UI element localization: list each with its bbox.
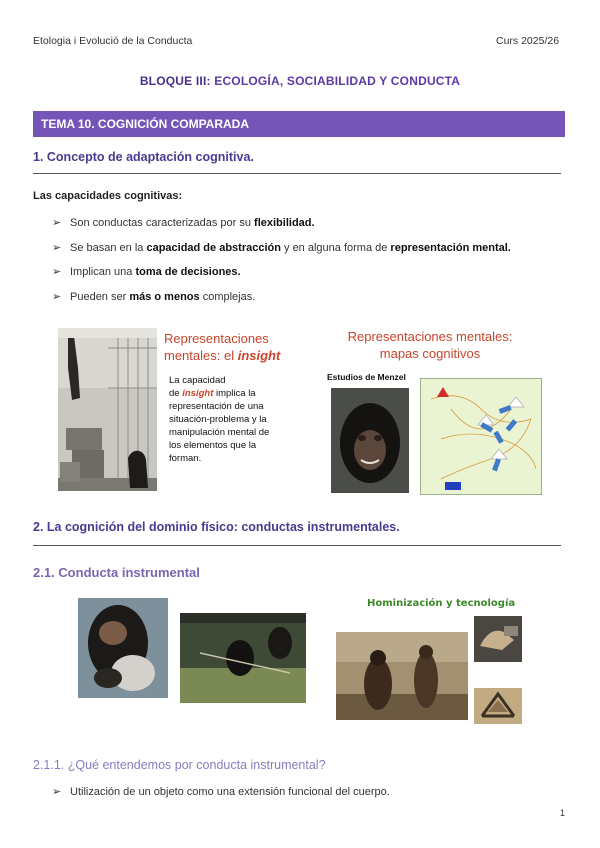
figure-2-label: Estudios de Menzel (327, 372, 406, 382)
page-number: 1 (560, 808, 566, 818)
section-2-title: 2. La cognición del dominio físico: conductas instrumentales. (33, 520, 400, 534)
topic-banner (33, 111, 565, 137)
list-item: ➢ Son conductas caracterizadas por su flexibilidad. (52, 217, 315, 229)
figure-3-label: Hominización y tecnología (367, 598, 516, 609)
divider (33, 173, 561, 174)
arrow-bullet-icon: ➢ (52, 217, 62, 229)
chimp-fishing-photo (180, 613, 306, 703)
section-1-subtitle: Las capacidades cognitivas: (33, 190, 183, 202)
arrow-bullet-icon: ➢ (52, 266, 62, 278)
list-item: ➢ Pueden ser más o menos complejas. (52, 291, 256, 303)
divider (33, 545, 561, 546)
block-prefix: BLOQUE III: (139, 74, 211, 88)
chimpanzee-portrait-photo (331, 388, 409, 493)
section-1-title: 1. Concepto de adaptación cognitiva. (33, 150, 254, 164)
list-item: ➢ Utilización de un objeto como una extensión funcional del cuerpo. (52, 786, 390, 798)
block-title (0, 74, 600, 88)
chimp-tool-photo (78, 598, 168, 698)
subsection-2-1-title: 2.1. Conducta instrumental (33, 565, 200, 580)
topic-title: TEMA 10. COGNICIÓN COMPARADA (41, 117, 250, 131)
arrow-bullet-icon: ➢ (52, 291, 62, 303)
chimp-boxes-photo (58, 328, 157, 491)
list-item: ➢ Se basan en la capacidad de abstracción y en alguna forma de representación mental. (52, 242, 511, 254)
course-year: Curs 2025/26 (496, 35, 560, 47)
list-item: ➢ Implican una toma de decisiones. (52, 266, 241, 278)
course-name: Etologia i Evolució de la Conducta (33, 35, 193, 47)
figure-1-caption: La capacidad de insight implica la representación de una situación-problema y la manipulación mental de los elementos que la forman. (169, 375, 270, 464)
block-name: ECOLOGÍA, SOCIABILIDAD Y CONDUCTA (214, 74, 461, 88)
cognitive-map-diagram (420, 378, 542, 495)
hominids-photo (336, 632, 468, 720)
figure-2-title: Representaciones mentales: mapas cognitivos (347, 329, 513, 361)
hand-tool-photo (474, 616, 522, 662)
arrow-bullet-icon: ➢ (52, 242, 62, 254)
subsection-2-1-1-title: 2.1.1. ¿Qué entendemos por conducta instrumental? (33, 758, 326, 772)
arrow-bullet-icon: ➢ (52, 786, 62, 798)
figure-1-title: Representaciones mentales: el insight (164, 331, 281, 363)
stone-tools-photo (474, 688, 522, 724)
